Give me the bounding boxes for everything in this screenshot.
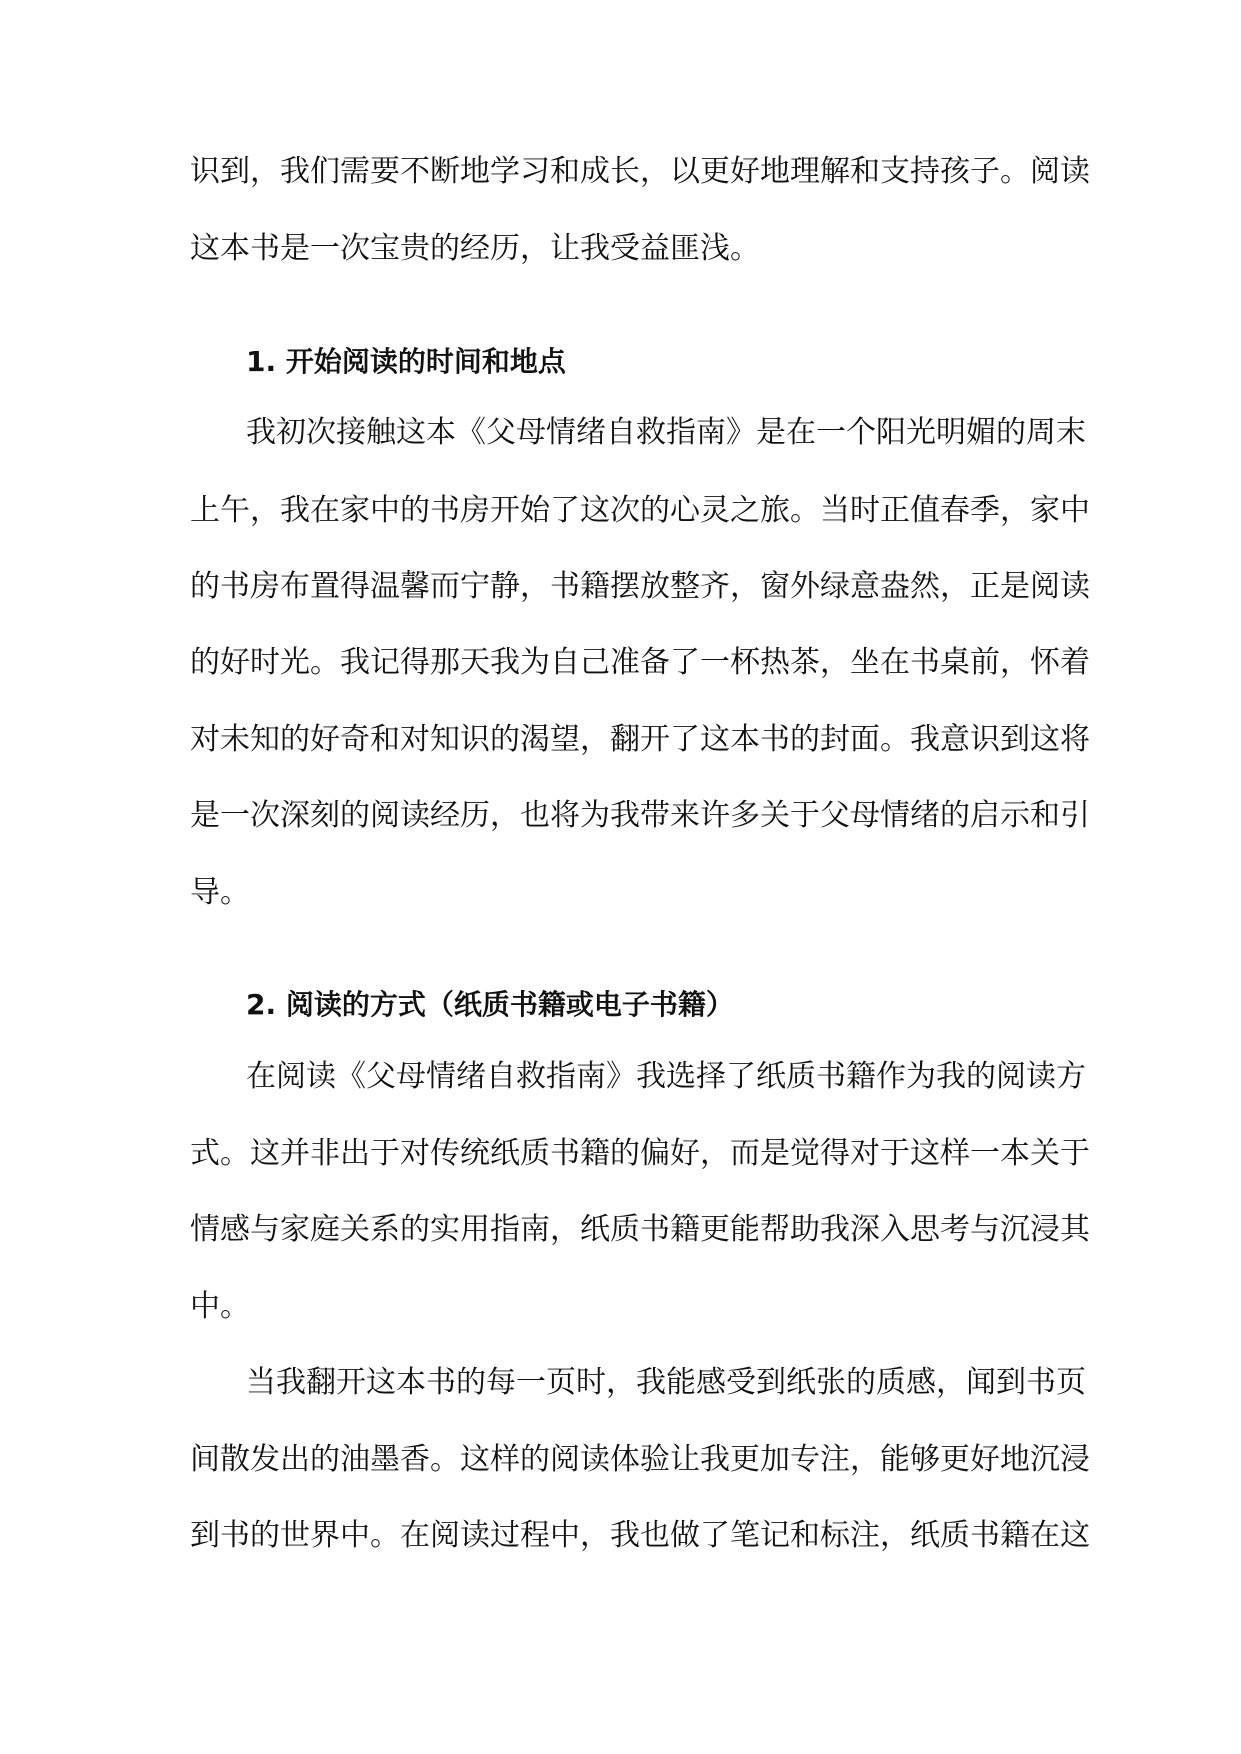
- section-heading-2: 2. 阅读的方式（纸质书籍或电子书籍）: [246, 988, 734, 1021]
- paragraph-line: 式。这并非出于对传统纸质书籍的偏好，而是觉得对于这样一本关于: [190, 1136, 1090, 1171]
- paragraph-line: 中。: [190, 1289, 250, 1324]
- paragraph-line: 识到，我们需要不断地学习和成长，以更好地理解和支持孩子。阅读: [190, 154, 1090, 189]
- paragraph-line: 的好时光。我记得那天我为自己准备了一杯热茶，坐在书桌前，怀着: [190, 645, 1090, 680]
- paragraph-line: 到书的世界中。在阅读过程中，我也做了笔记和标注，纸质书籍在这: [190, 1518, 1090, 1553]
- paragraph-line: 的书房布置得温馨而宁静，书籍摆放整齐，窗外绿意盎然，正是阅读: [190, 569, 1090, 604]
- section-heading-1: 1. 开始阅读的时间和地点: [246, 345, 566, 378]
- paragraph-line: 间散发出的油墨香。这样的阅读体验让我更加专注，能够更好地沉浸: [190, 1442, 1090, 1477]
- paragraph-line: 导。: [190, 875, 250, 910]
- paragraph-line: 是一次深刻的阅读经历，也将为我带来许多关于父母情绪的启示和引: [190, 798, 1090, 833]
- paragraph-line: 当我翻开这本书的每一页时，我能感受到纸张的质感，闻到书页: [246, 1365, 1086, 1400]
- paragraph-line: 情感与家庭关系的实用指南，纸质书籍更能帮助我深入思考与沉浸其: [190, 1212, 1090, 1247]
- paragraph-line: 这本书是一次宝贵的经历，让我受益匪浅。: [190, 231, 760, 266]
- paragraph-line: 对未知的好奇和对知识的渴望，翻开了这本书的封面。我意识到这将: [190, 722, 1090, 757]
- paragraph-line: 上午，我在家中的书房开始了这次的心灵之旅。当时正值春季，家中: [190, 493, 1090, 528]
- paragraph-line: 在阅读《父母情绪自救指南》我选择了纸质书籍作为我的阅读方: [246, 1059, 1086, 1094]
- paragraph-line: 我初次接触这本《父母情绪自救指南》是在一个阳光明媚的周末: [246, 415, 1086, 450]
